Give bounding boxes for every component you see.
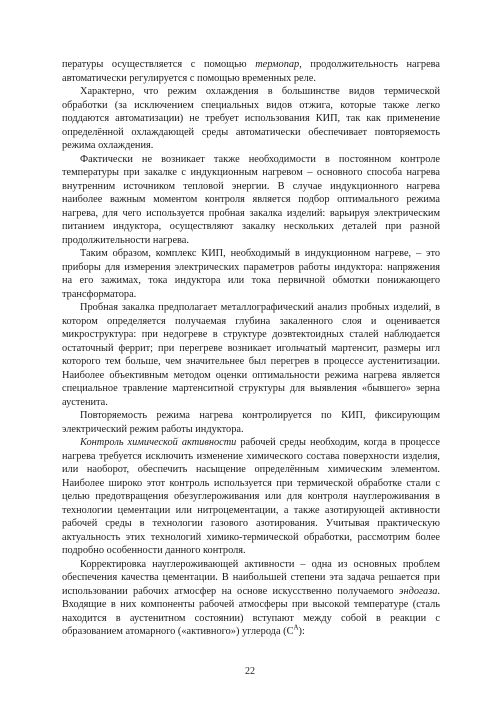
italic-term: термопар [255,59,300,70]
text-run: , продолжительность нагрева автоматически регулируется с помощью временных реле. [62,59,440,84]
text-run: Корректировка науглероживающей активности – одна из основных проблем обеспечения качества цементации. В наибольшей степени эта задача решается при использовании рабочих атмосфер на основе искусственно получаемого [62,558,440,597]
paragraph-7 [62,436,440,558]
paragraph-6 [62,409,440,436]
superscript-a: А [293,623,299,632]
paragraph-2 [62,85,440,153]
paragraph-8 [62,558,440,639]
text-run: пературы осуществляется с помощью [62,59,256,70]
italic-term: Контроль химической активности [80,437,237,448]
paragraph-3 [62,153,440,248]
text-run: ): [298,626,305,637]
paragraph-1 [62,58,440,85]
text-run: рабочей среды необходим, когда в процессе нагрева требуется исключить изменение химического состава поверхности изделия, или наоборот, обеспечить насыщение определённым химическим элементом. Наиболее широко этот контроль используется при термической обработке стали с целью предотвращения обезуглероживания или для контроля науглероживания в технологии цементации или нитроцементации, а также азотирующей активности рабочей среды в технологии газового азотирования. Учитывая практическую актуальность этих технологий химико-термической обработки, рассмотрим более подробно особенности данного контроля. [62,437,440,556]
text-run: Повторяемость режима нагрева контролируется по КИП, фиксирующим электрический режим работы индуктора. [62,410,440,435]
text-run: . Входящие в них компоненты рабочей атмосферы при высокой температуре (сталь находится в аустенитном состоянии) вступают между собой в реакции с образованием атомарного («активного») углерода (C [62,585,440,637]
paragraph-5 [62,301,440,409]
text-run: Характерно, что режим охлаждения в большинстве видов термической обработки (за исключением специальных видов отжига, которые также легко поддаются автоматизации) не требует использования КИП, так как применение определённой охлаждающей среды автоматически обеспечивает повторяемость режима охлаждения. [62,86,440,151]
page-number: 22 [245,666,255,677]
text-run: Пробная закалка предполагает металлографический анализ пробных изделий, в котором определяется получаемая глубина закаленного слоя и оценивается микроструктура: при недогреве в структуре доэвтектоидных сталей наблюдается остаточный феррит; при перегреве возникает игольчатый мартенсит, размеры игл которого тем больше, чем значительнее был перегрев в процессе аустенитизации. Наиболее объективным методом оценки оптимальности режима нагрева является специальное травление мартенситной структуры для выявления «бывшего» зерна аустенита. [62,302,440,408]
text-run: Фактически не возникает также необходимости в постоянном контроле температуры при закалке с индукционным нагревом – основного способа нагрева внутренним источником тепловой энергии. В случае индукционного нагрева наиболее важным моментом контроля является подбор оптимального режима нагрева, для чего используется пробная закалка изделий: варьируя электрическим питанием индуктора, осуществляют закалку нескольких деталей при разной продолжительности нагрева. [62,153,440,246]
paragraph-4 [62,247,440,301]
text-run: Таким образом, комплекс КИП, необходимый в индукционном нагреве, – это приборы для измерения электрических параметров работы индуктора: напряжения на его зажимах, тока индуктора или тока первичной обмотки понижающего трансформатора. [62,248,440,300]
italic-term: эндогаза [398,585,438,597]
document-page [62,58,440,639]
